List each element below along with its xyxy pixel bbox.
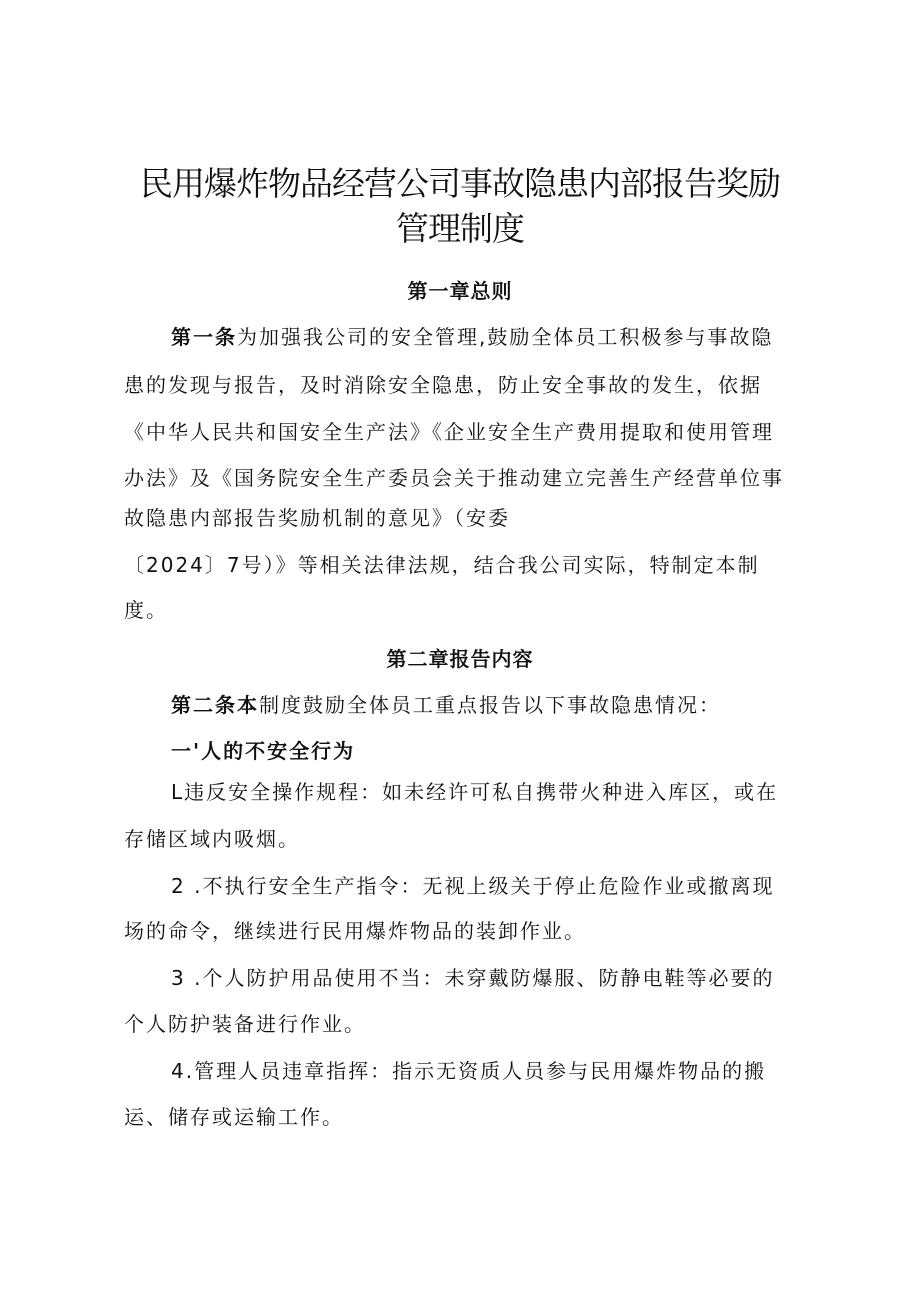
item-1-line-2: 存储区域内吸烟。: [124, 827, 300, 851]
article-1-line-3: 《中华人民共和国安全生产法》《企业安全生产费用提取和使用管理: [124, 420, 774, 444]
article-1-line-2: 患的发现与报告，及时消除安全隐患，防止安全事故的发生，依据: [124, 373, 762, 397]
chapter-2-heading: 第二章报告内容: [386, 647, 534, 671]
article-2-label: 第二条本: [171, 693, 259, 717]
document-title-line-1: 民用爆炸物品经营公司事故隐患内部报告奖励: [140, 164, 780, 203]
chapter-1-heading: 第一章总则: [407, 279, 513, 303]
article-1-text: 为加强我公司的安全管理,鼓励全体员工积极参与事故隐: [237, 325, 774, 349]
article-1-label: 第一条: [171, 325, 237, 349]
article-1-line-1: [171, 321, 773, 350]
article-2-text: 制度鼓励全体员工重点报告以下事故隐患情况：: [259, 693, 721, 717]
document-title-line-2: 管理制度: [396, 209, 524, 248]
item-3-line-1: 3 .个人防护用品使用不当：未穿戴防爆服、防静电鞋等必要的: [171, 966, 775, 990]
article-1-line-4: 办法》及《国务院安全生产委员会关于推动建立完善生产经营单位事: [124, 466, 784, 490]
item-1-line-1: L违反安全操作规程：如未经许可私自携带火种进入库区，或在: [171, 780, 779, 804]
item-4-line-2: 运、储存或运输工作。: [124, 1105, 344, 1129]
article-1-line-5: 故隐患内部报告奖励机制的意见》（安委: [124, 506, 510, 530]
item-3-line-2: 个人防护装备进行作业。: [124, 1012, 366, 1036]
article-2-line-1: [171, 689, 721, 718]
item-2-line-1: 2 .不执行安全生产指令：无视上级关于停止危险作业或撤离现: [171, 874, 775, 898]
article-1-line-6: 〔2024〕7号）》等相关法律法规，结合我公司实际，特制定本制: [124, 553, 760, 577]
item-4-line-1: 4.管理人员违章指挥：指示无资质人员参与民用爆炸物品的搬: [171, 1059, 767, 1083]
item-2-line-2: 场的命令，继续进行民用爆炸物品的装卸作业。: [124, 919, 586, 943]
article-1-line-7: 度。: [124, 598, 168, 622]
section-1-heading: 一'人的不安全行为: [171, 739, 356, 763]
